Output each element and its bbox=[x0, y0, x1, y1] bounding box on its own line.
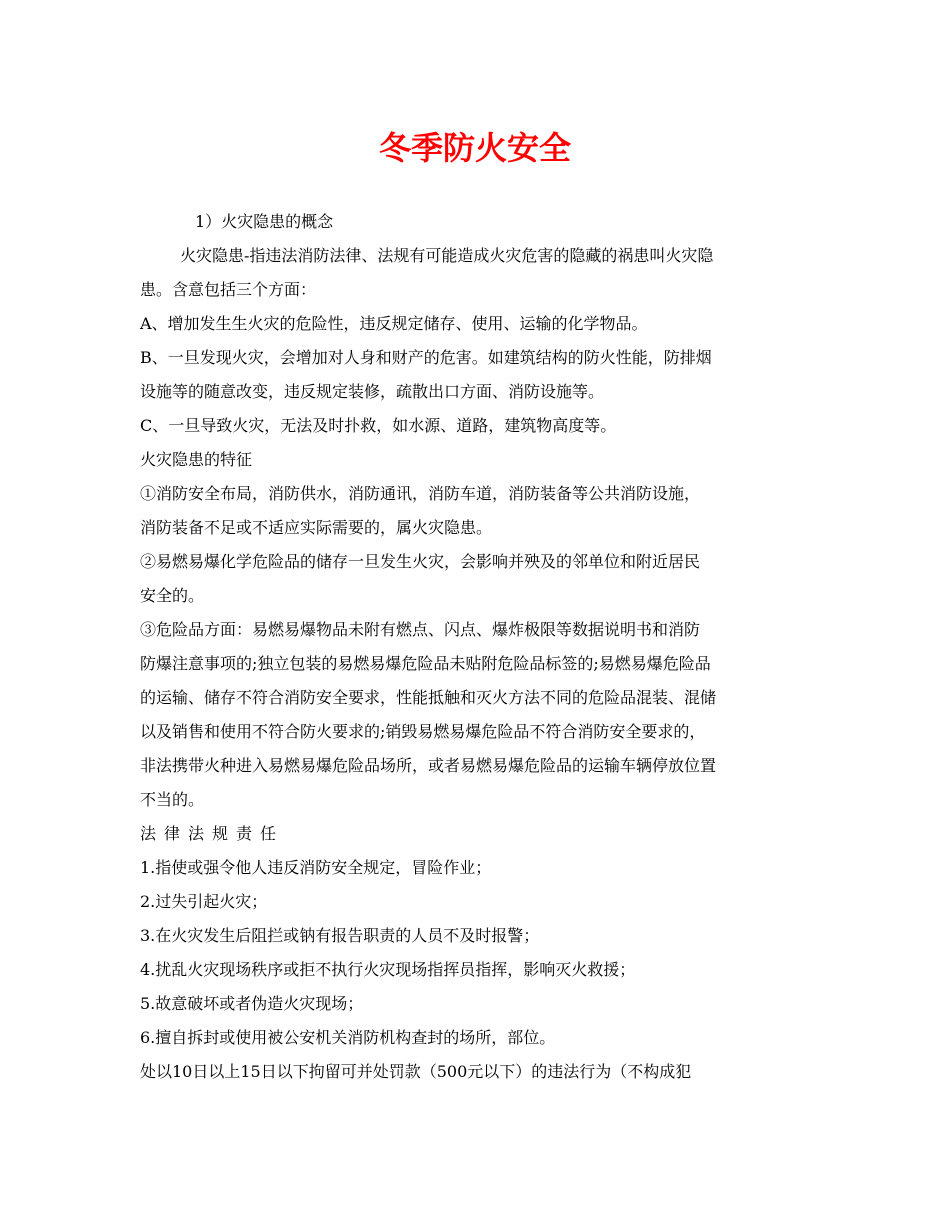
feature-item-1: ①消防安全布局，消防供水，消防通讯，消防车道，消防装备等公共消防设施， bbox=[140, 484, 701, 503]
paragraph-line: 非法携带火种进入易燃易爆危险品场所，或者易燃易爆危险品的运输车辆停放位置 bbox=[140, 756, 717, 775]
section-heading-concept: 1）火灾隐患的概念 bbox=[195, 212, 334, 231]
paragraph-line: 患。含意包括三个方面： bbox=[140, 280, 317, 299]
paragraph-line: 以及销售和使用不符合防火要求的;销毁易燃易爆危险品不符合消防安全要求的， bbox=[140, 722, 706, 741]
legal-item-6: 6.擅自拆封或使用被公安机关消防机构查封的场所，部位。 bbox=[140, 1028, 556, 1047]
legal-item-4: 4.扰乱火灾现场秩序或拒不执行火灾现场指挥员指挥，影响灭火救援； bbox=[140, 960, 636, 979]
paragraph-line: 处以10日以上15日以下拘留可并处罚款（500元以下）的违法行为（不构成犯 bbox=[140, 1062, 692, 1081]
paragraph-line: 防爆注意事项的;独立包装的易燃易爆危险品未贴附危险品标签的;易燃易爆危险品 bbox=[140, 654, 711, 673]
paragraph-line: 消防装备不足或不适应实际需要的，属火灾隐患。 bbox=[140, 518, 493, 537]
legal-item-2: 2.过失引起火灾； bbox=[140, 892, 268, 911]
paragraph-line: 的运输、储存不符合消防安全要求，性能抵触和灭火方法不同的危险品混装、混储 bbox=[140, 688, 717, 707]
legal-item-3: 3.在火灾发生后阻拦或钠有报告职责的人员不及时报警； bbox=[140, 926, 540, 945]
document-title: 冬季防火安全 bbox=[378, 129, 571, 167]
paragraph-line: 火灾隐患-指违法消防法律、法规有可能造成火灾危害的隐藏的祸患叫火灾隐 bbox=[180, 246, 714, 265]
document-body bbox=[140, 205, 812, 1089]
paragraph-line: 安全的。 bbox=[140, 586, 205, 605]
list-item-a: A、增加发生生火灾的危险性，违反规定储存、使用、运输的化学物品。 bbox=[140, 314, 648, 333]
paragraph-line: 设施等的随意改变，违反规定装修，疏散出口方面、消防设施等。 bbox=[140, 382, 605, 401]
section-heading-legal: 法律法规责任 bbox=[140, 824, 285, 843]
feature-item-2: ②易燃易爆化学危险品的储存一旦发生火灾，会影响并殃及的邻单位和附近居民 bbox=[140, 552, 701, 571]
legal-item-5: 5.故意破坏或者伪造火灾现场； bbox=[140, 994, 364, 1013]
section-heading-features: 火灾隐患的特征 bbox=[140, 450, 253, 469]
legal-item-1: 1.指使或强令他人违反消防安全规定，冒险作业； bbox=[140, 858, 492, 877]
list-item-c: C、一旦导致火灾，无法及时扑救，如水源、道路，建筑物高度等。 bbox=[140, 416, 617, 435]
list-item-b: B、一旦发现火灾，会增加对人身和财产的危害。如建筑结构的防火性能，防排烟 bbox=[140, 348, 712, 367]
feature-item-3: ③危险品方面：易燃易爆物品未附有燃点、闪点、爆炸极限等数据说明书和消防 bbox=[140, 620, 701, 639]
paragraph-line: 不当的。 bbox=[140, 790, 205, 809]
